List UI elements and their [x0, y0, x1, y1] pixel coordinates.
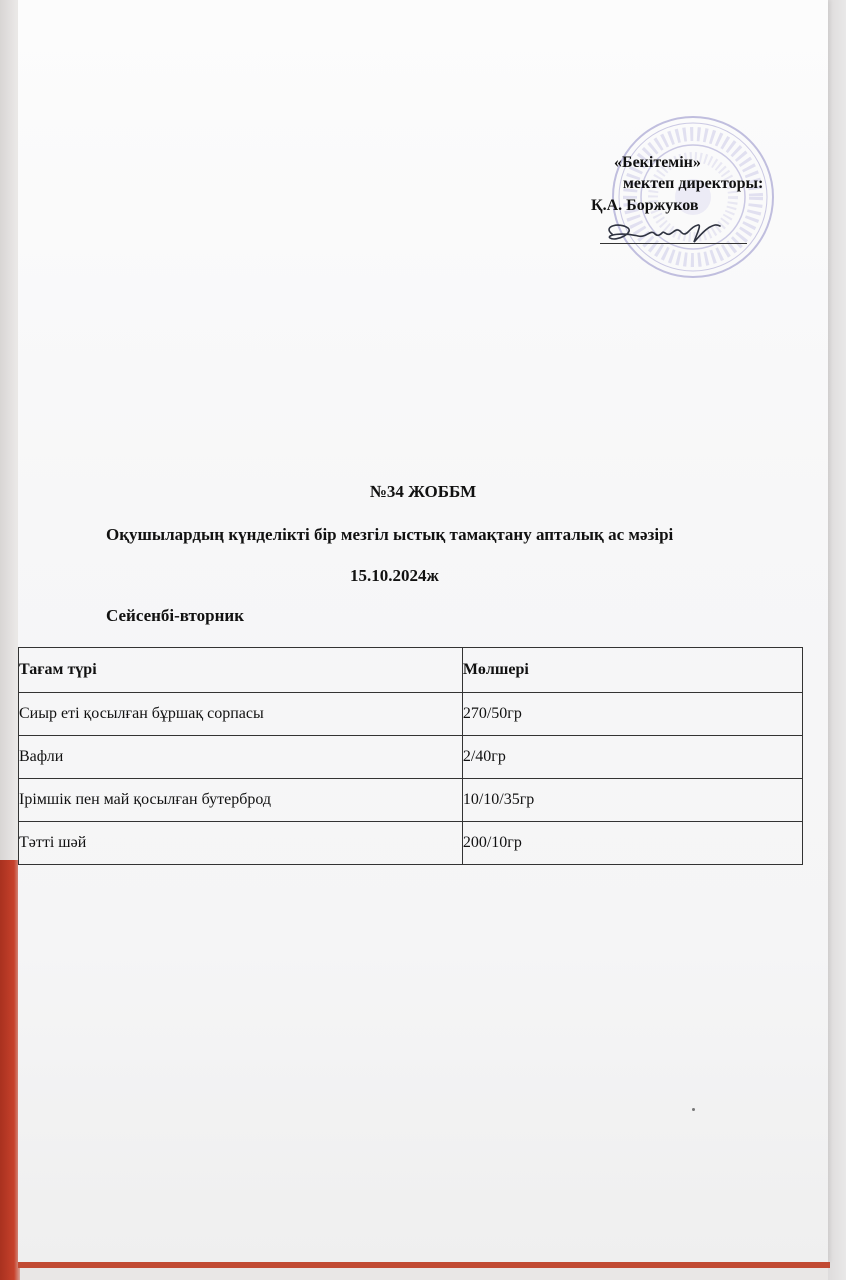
- dish-quantity: 2/40гр: [462, 736, 802, 779]
- dish-quantity: 270/50гр: [462, 693, 802, 736]
- table-row: [19, 736, 803, 779]
- dish-name: Сиыр еті қосылған бұршақ сорпасы: [19, 693, 463, 736]
- table-row: [19, 693, 803, 736]
- approval-heading: «Бекітемін»: [614, 154, 701, 171]
- signature-line: [600, 243, 747, 244]
- dish-name: Тәтті шәй: [19, 822, 463, 865]
- scan-speck: [692, 1108, 695, 1111]
- dish-quantity: 10/10/35гр: [462, 779, 802, 822]
- table-row: [19, 779, 803, 822]
- column-header-quantity: Мөлшері: [462, 648, 802, 693]
- dish-name: Вафли: [19, 736, 463, 779]
- day-of-week: Сейсенбі-вторник: [106, 606, 245, 625]
- document-bottom-edge: [18, 1262, 830, 1268]
- table-row: [19, 822, 803, 865]
- table-header-row: [19, 648, 803, 693]
- school-title: №34 ЖОББМ: [369, 482, 477, 501]
- column-header-dish: Тағам түрі: [19, 648, 463, 693]
- scan-background-red: [0, 860, 20, 1280]
- approval-director-name: Қ.А. Боржуков: [591, 197, 699, 214]
- dish-name: Ірімшік пен май қосылған бутерброд: [19, 779, 463, 822]
- menu-table: [18, 647, 803, 865]
- approval-position: мектеп директоры:: [623, 175, 764, 192]
- scan-background-right: [828, 0, 846, 1280]
- dish-quantity: 200/10гр: [462, 822, 802, 865]
- menu-title: Оқушылардың күнделікті бір мезгіл ыстық тамақтану апталық ас мәзірі: [106, 525, 674, 544]
- menu-date: 15.10.2024ж: [350, 566, 439, 585]
